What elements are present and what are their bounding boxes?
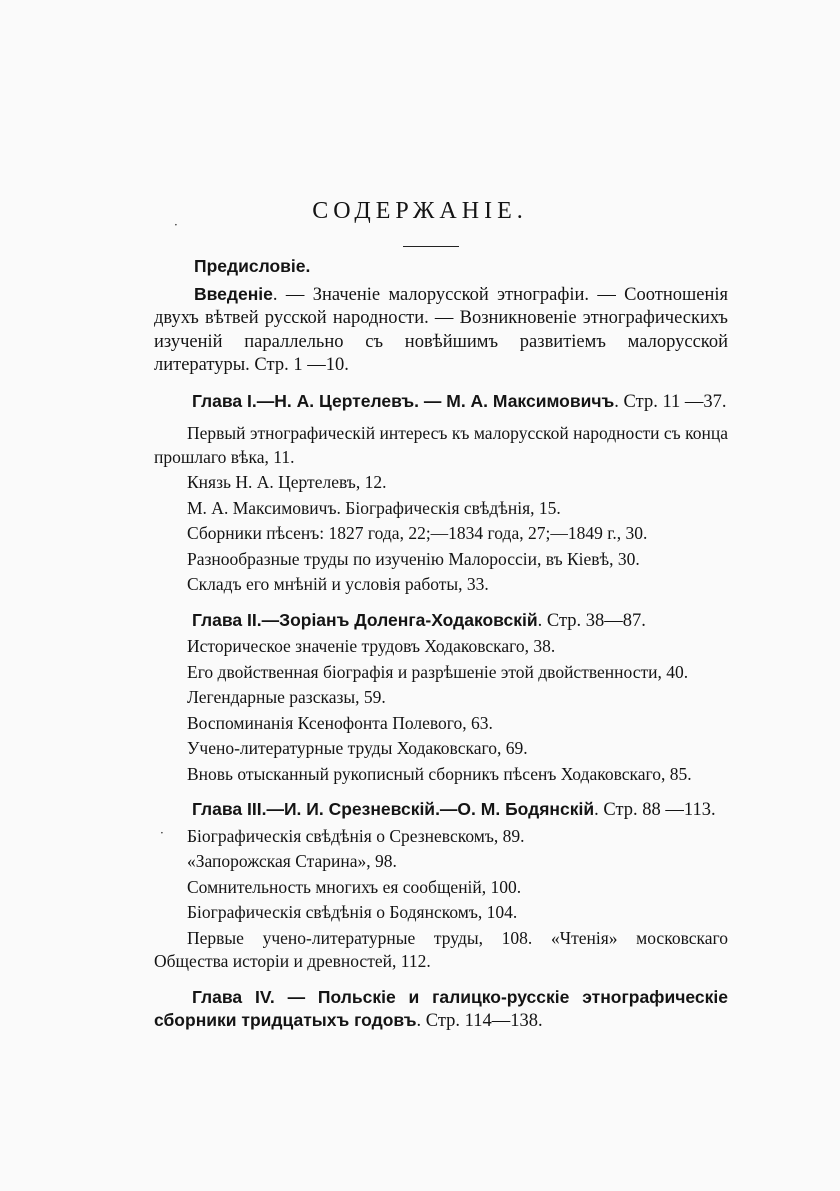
toc-subentry[interactable]: Воспоминанія Ксенофонта Полевого, 63. [187,712,493,733]
toc-entry-chapter-3[interactable] [154,798,728,823]
toc-entry-chapter-2[interactable] [154,609,728,634]
toc-subentry[interactable]: Сборники пѣсенъ: 1827 года, 22;—1834 года, 27;—1849 г., 30. [187,523,648,543]
chapter-heading: Глава III.—И. И. Срезневскій.—О. М. Бодянскій [192,799,595,819]
title-rule [403,246,459,247]
table-of-contents [154,255,728,1034]
chapter-pages: . Стр. 114—138. [416,1011,543,1031]
speck-mark: · [174,218,178,232]
toc-subentry[interactable]: Складъ его мнѣній и условія работы, 33. [187,574,489,594]
chapter-heading: Глава I.—Н. А. Цертелевъ. — М. А. Максимовичъ [192,390,615,411]
toc-subentry[interactable]: Историческое значеніе трудовъ Ходаковскаго, 38. [187,636,556,656]
toc-entry-chapter-4[interactable] [154,986,728,1034]
toc-subentry[interactable]: Учено-литературные труды Ходаковскаго, 69. [187,738,528,758]
toc-subentry[interactable]: Его двойственная біографія и разрѣшеніе этой двойственности, 40. [187,661,689,682]
toc-subentry[interactable]: Біографическія свѣдѣнія о Бодянскомъ, 104. [187,902,518,922]
toc-subentry[interactable]: «Запорожская Старина», 98. [187,851,397,871]
toc-subentry[interactable]: Разнообразные труды по изученію Малороссіи, въ Кіевѣ, 30. [187,548,640,569]
chapter-pages: . Стр. 38—87. [537,610,646,631]
entry-heading: Введеніе [194,283,273,304]
toc-subentry[interactable]: Біографическія свѣдѣнія о Срезневскомъ, 89. [187,825,525,846]
page-title: СОДЕРЖАНІЕ. [312,198,528,224]
entry-text: . — Значеніе малорусской этнографіи. — Соотношенія двухъ вѣтвей русской народности. — Возникновеніе этнографическихъ изученій параллельно съ новѣйшимъ развитіемъ малорусской литературы. Стр. 1 —10. [154,284,728,375]
toc-subentry[interactable]: Сомнительность многихъ ея сообщеній, 100. [187,876,522,897]
chapter-heading: Глава II.—Зоріанъ Доленга-Ходаковскій [192,609,538,630]
toc-subentry[interactable]: Вновь отысканный рукописный сборникъ пѣсенъ Ходаковскаго, 85. [187,763,692,784]
toc-subentry[interactable]: Князь Н. А. Цертелевъ, 12. [187,472,387,492]
speck-mark: · [160,826,164,840]
chapter-pages: . Стр. 11 —37. [614,391,727,412]
toc-subentry[interactable]: Первый этнографическій интересъ къ малорусской народности съ конца прошлаго вѣка, 11. [154,423,728,467]
toc-subentry[interactable]: Легендарные разсказы, 59. [187,687,386,707]
toc-entry-introduction[interactable] [154,283,728,378]
chapter-heading: Глава IV. — Польскіе и галицко-русскіе этнографическіе сборники тридцатыхъ годовъ [154,986,728,1030]
toc-entry-chapter-1[interactable] [154,390,728,415]
toc-subentry[interactable]: Первые учено-литературные труды, 108. «Чтенія» московскаго Общества исторіи и древностей, 112. [154,927,728,971]
chapter-pages: . Стр. 88 —113. [594,800,716,820]
toc-entry-preface[interactable]: Предисловіе. [194,256,311,276]
toc-subentry[interactable]: М. А. Максимовичъ. Біографическія свѣдѣнія, 15. [187,497,561,518]
